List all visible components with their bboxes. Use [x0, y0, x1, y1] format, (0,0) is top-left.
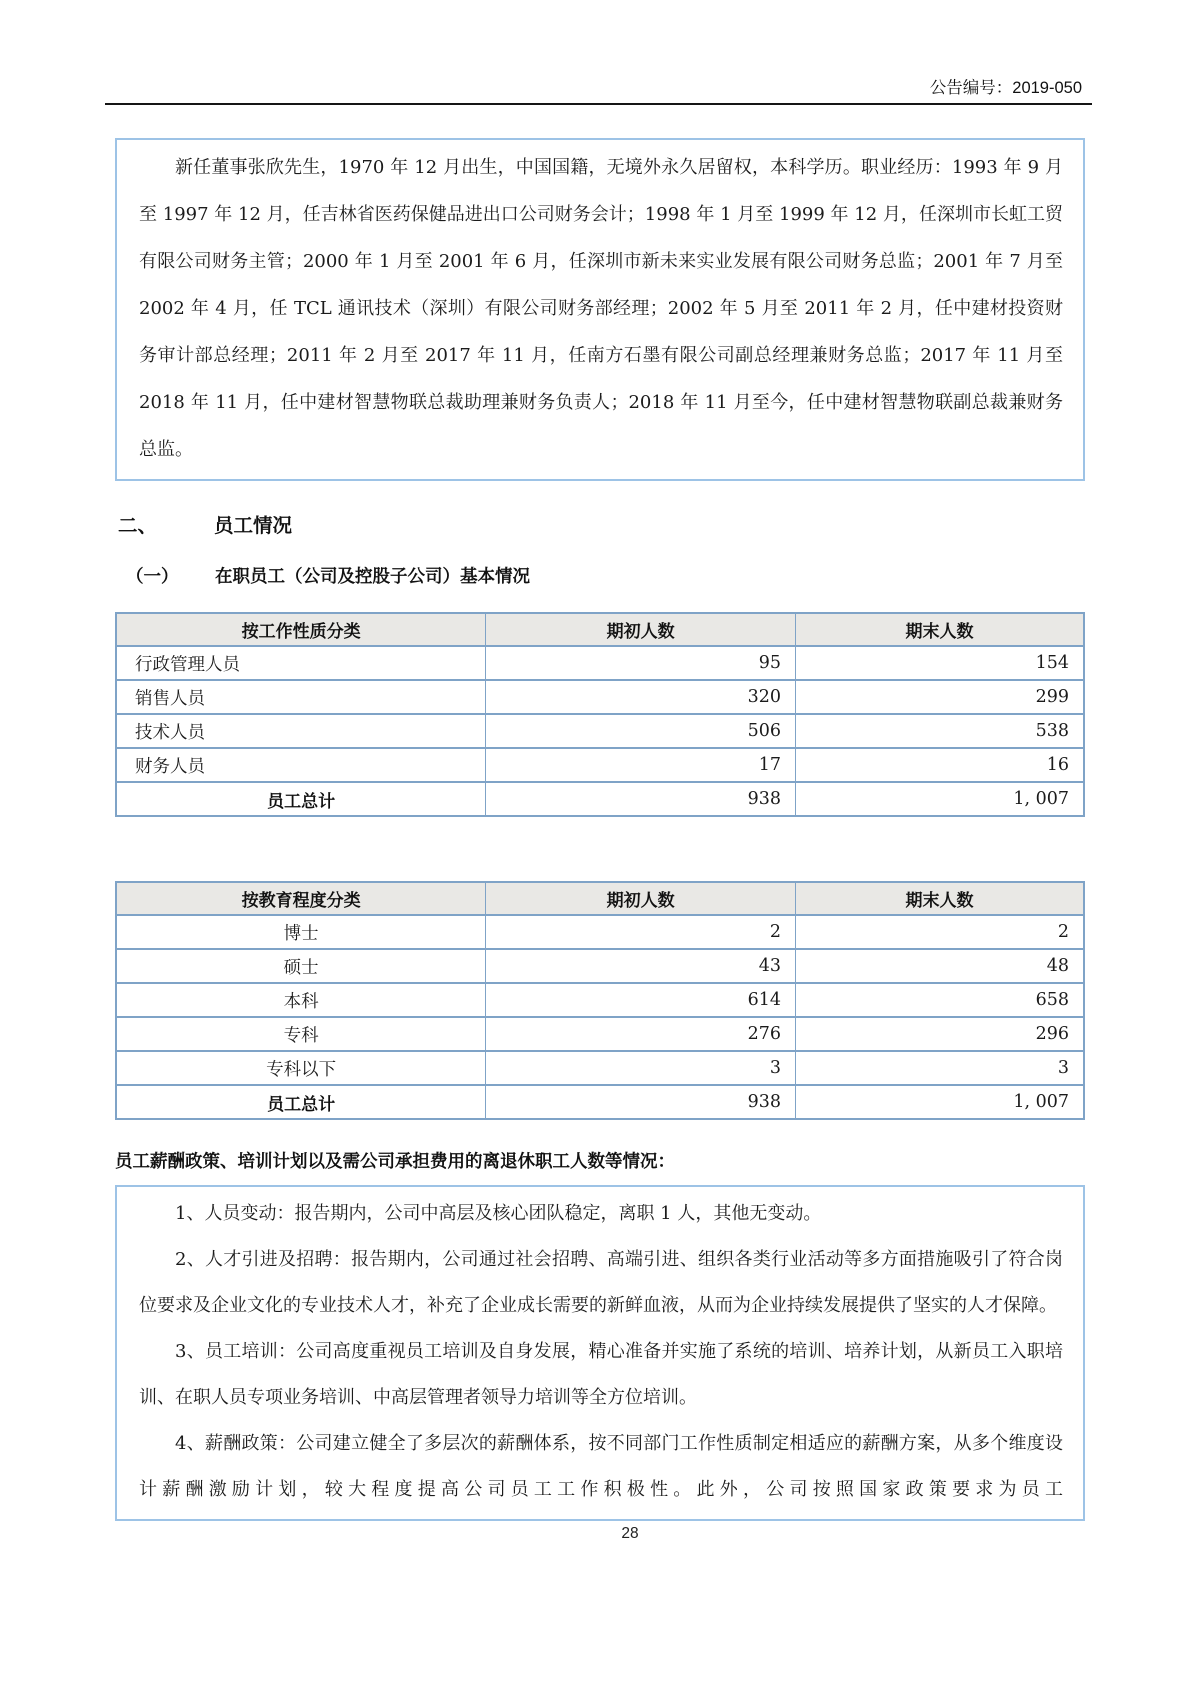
row-begin-count: 2: [486, 915, 796, 949]
section-number: 二、: [118, 514, 158, 537]
row-category: 销售人员: [116, 680, 486, 714]
table-row: [116, 949, 1084, 983]
row-begin-count: 276: [486, 1017, 796, 1051]
table-row: [116, 1017, 1084, 1051]
row-end-count: 154: [796, 646, 1084, 680]
table-total-row: [116, 1085, 1084, 1119]
header-rule: [105, 103, 1092, 105]
table-total-row: [116, 782, 1084, 816]
row-end-count: 48: [796, 949, 1084, 983]
row-begin-count: 614: [486, 983, 796, 1017]
director-bio-paragraph: 新任董事张欣先生，1970 年 12 月出生，中国国籍，无境外永久居留权，本科学历。职业经历：1993 年 9 月至 1997 年 12 月，任吉林省医药保健品进出口公司财务会计；1998 年 1 月至 1999 年 12 月，任深圳市长虹工贸有限公司财务主管；2000 年 1 月至 2001 年 6 月，任深圳市新未来实业发展有限公司财务总监；2001 年 7 月至 2002 年 4 月，任 TCL 通讯技术（深圳）有限公司财务部经理；2002 年 5 月至 2011 年 2 月，任中建材投资财务审计部总经理；2011 年 2 月至 2017 年 11 月，任南方石墨有限公司副总经理兼财务总监；2017 年 11 月至 2018 年 11 月，任中建材智慧物联总裁助理兼财务负责人；2018 年 11 月至今，任中建材智慧物联副总裁兼财务总监。: [139, 157, 1063, 460]
subsection-heading-active-employees: [126, 563, 1085, 588]
row-end-count: 299: [796, 680, 1084, 714]
row-end-count: 538: [796, 714, 1084, 748]
policy-item-recruitment: 2、人才引进及招聘：报告期内，公司通过社会招聘、高端引进、组织各类行业活动等多方面措施吸引了符合岗位要求及企业文化的专业技术人才，补充了企业成长需要的新鲜血液，从而为企业持续发展提供了坚实的人才保障。: [139, 1249, 1063, 1316]
policy-box: [115, 1185, 1085, 1521]
row-category: 博士: [116, 915, 486, 949]
table-by-job-type: [115, 612, 1085, 817]
policy-item-training: 3、员工培训：公司高度重视员工培训及自身发展，精心准备并实施了系统的培训、培养计划，从新员工入职培训、在职人员专项业务培训、中高层管理者领导力培训等全方位培训。: [139, 1341, 1063, 1408]
row-end-count: 658: [796, 983, 1084, 1017]
row-end-count: 16: [796, 748, 1084, 782]
announcement-number: 公告编号：2019-050: [929, 79, 1082, 97]
row-begin-count: 3: [486, 1051, 796, 1085]
total-begin-count: 938: [486, 782, 796, 816]
total-end-count: 1, 007: [796, 782, 1084, 816]
table-row: [116, 983, 1084, 1017]
row-begin-count: 43: [486, 949, 796, 983]
total-label: 员工总计: [116, 1085, 486, 1119]
row-category: 行政管理人员: [116, 646, 486, 680]
row-category: 本科: [116, 983, 486, 1017]
table-header-row: [116, 613, 1084, 646]
total-label: 员工总计: [116, 782, 486, 816]
row-end-count: 2: [796, 915, 1084, 949]
row-end-count: 3: [796, 1051, 1084, 1085]
row-category: 硕士: [116, 949, 486, 983]
column-header-begin-count: 期初人数: [486, 613, 796, 646]
column-header-category: 按教育程度分类: [116, 882, 486, 915]
row-end-count: 296: [796, 1017, 1084, 1051]
row-category: 技术人员: [116, 714, 486, 748]
column-header-begin-count: 期初人数: [486, 882, 796, 915]
subsection-title: 在职员工（公司及控股子公司）基本情况: [215, 567, 530, 587]
row-begin-count: 95: [486, 646, 796, 680]
policy-item-personnel-change: 1、人员变动：报告期内，公司中高层及核心团队稳定，离职 1 人，其他无变动。: [175, 1203, 822, 1224]
column-header-end-count: 期末人数: [796, 613, 1084, 646]
director-bio-box: [115, 138, 1085, 481]
table-row: [116, 1051, 1084, 1085]
column-header-category: 按工作性质分类: [116, 613, 486, 646]
section-title: 员工情况: [214, 514, 293, 537]
total-end-count: 1, 007: [796, 1085, 1084, 1119]
row-begin-count: 320: [486, 680, 796, 714]
section-heading-employees: [118, 510, 1085, 538]
table-row: [116, 915, 1084, 949]
row-category: 专科: [116, 1017, 486, 1051]
total-begin-count: 938: [486, 1085, 796, 1119]
column-header-end-count: 期末人数: [796, 882, 1084, 915]
row-category: 专科以下: [116, 1051, 486, 1085]
row-category: 财务人员: [116, 748, 486, 782]
table-header-row: [116, 882, 1084, 915]
table-row: [116, 748, 1084, 782]
table-by-education: [115, 881, 1085, 1120]
row-begin-count: 17: [486, 748, 796, 782]
subsection-number: （一）: [126, 567, 179, 587]
table-row: [116, 714, 1084, 748]
policy-item-compensation: 4、薪酬政策：公司建立健全了多层次的薪酬体系，按不同部门工作性质制定相适应的薪酬方案，从多个维度设计薪酬激励计划，较大程度提高公司员工工作积极性。此外，公司按照国家政策要求为员工: [139, 1433, 1063, 1500]
page-number: 28: [621, 1525, 639, 1542]
policy-heading: 员工薪酬政策、培训计划以及需公司承担费用的离退休职工人数等情况：: [115, 1152, 675, 1172]
row-begin-count: 506: [486, 714, 796, 748]
table-row: [116, 680, 1084, 714]
page-content: [115, 138, 1085, 1543]
table-row: [116, 646, 1084, 680]
